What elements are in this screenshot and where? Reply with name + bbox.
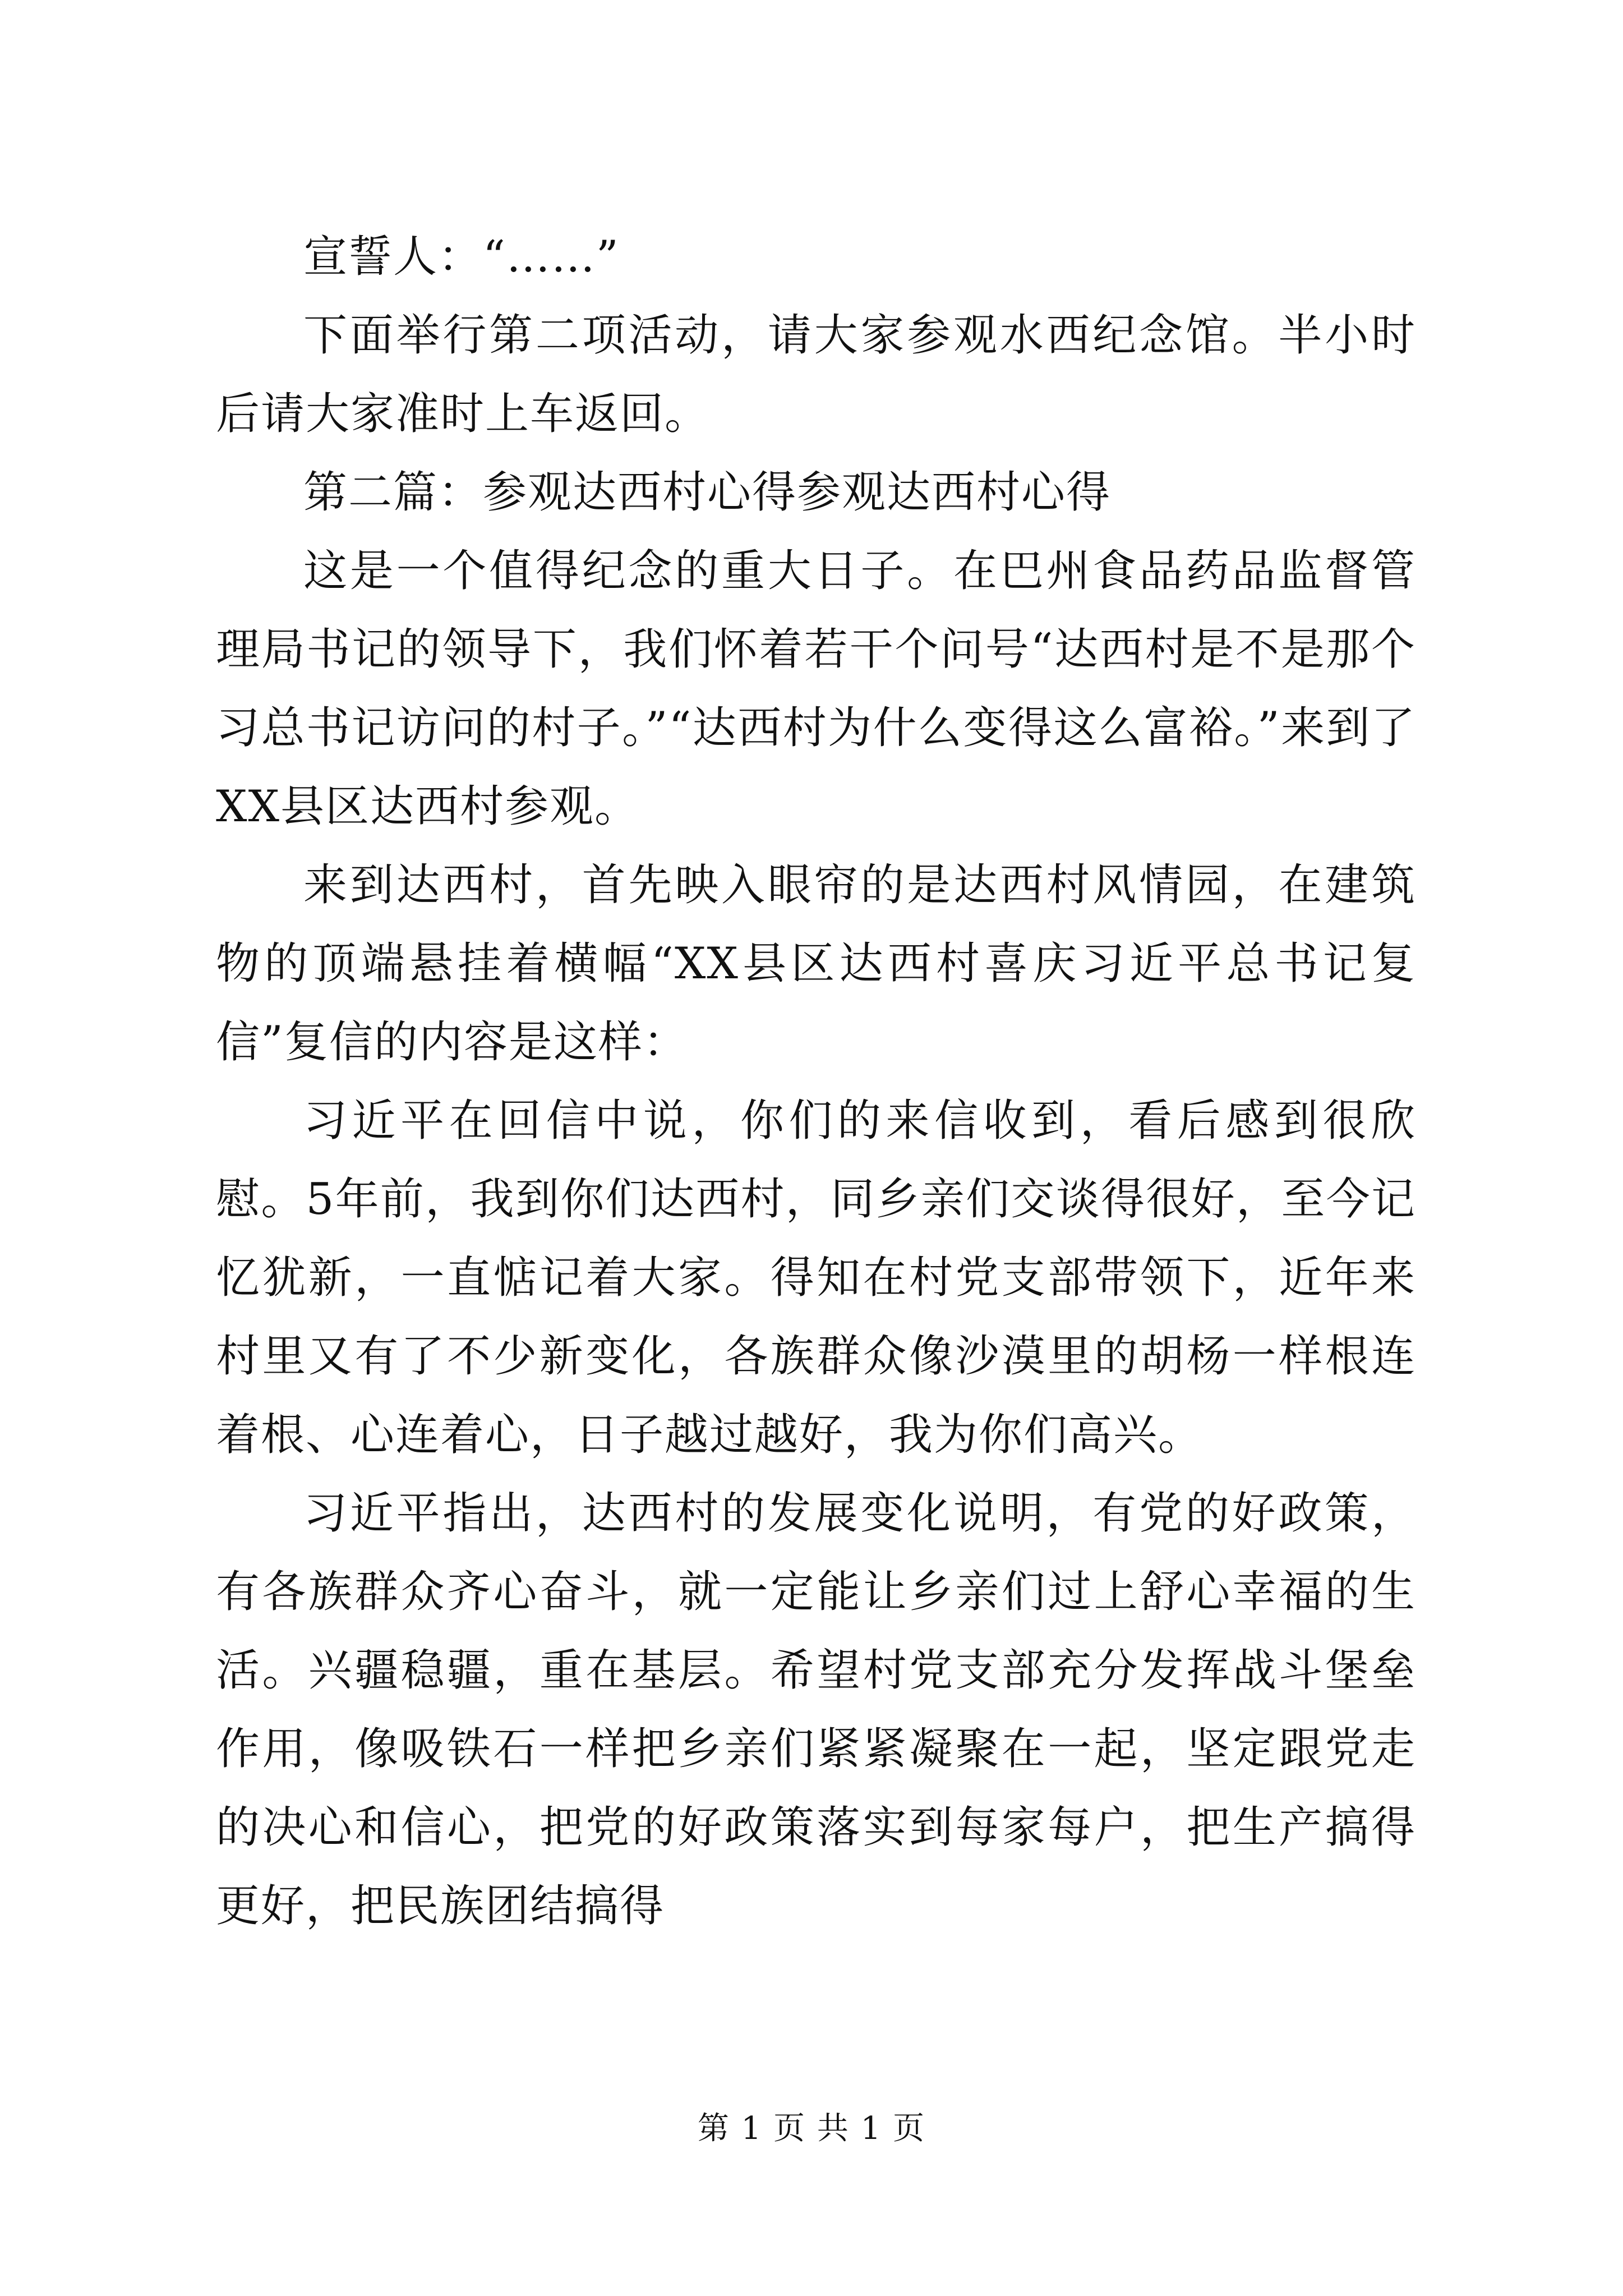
paragraph-arrival: 来到达西村，首先映入眼帘的是达西村风情园，在建筑物的顶端悬挂着横幅“XX县区达西村喜庆习近平总书记复信”复信的内容是这样：: [216, 860, 1416, 1068]
paragraph-second-activity: 下面举行第二项活动，请大家参观水西纪念馆。半小时后请大家准时上车返回。: [216, 310, 1416, 439]
paragraph-letter-content: 习近平在回信中说，你们的来信收到，看后感到很欣慰。5年前，我到你们达西村，同乡亲们交谈得很好，至今记忆犹新，一直惦记着大家。得知在村党支部带领下，近年来村里又有了不少新变化，各族群众像沙漠里的胡杨一样根连着根、心连着心，日子越过越好，我为你们高兴。: [216, 1096, 1416, 1460]
paragraph-intro: 这是一个值得纪念的重大日子。在巴州食品药品监督管理局书记的领导下，我们怀着若干个问号“达西村是不是那个习总书记访问的村子。”“达西村为什么变得这么富裕。”来到了XX县区达西村参观。: [216, 546, 1416, 832]
document-body: [216, 218, 1416, 1945]
page-footer: [0, 2109, 1623, 2148]
paragraph-oath: 宣誓人：“……”: [303, 232, 620, 282]
paragraph-instructions: 习近平指出，达西村的发展变化说明，有党的好政策，有各族群众齐心奋斗，就一定能让乡亲们过上舒心幸福的生活。兴疆稳疆，重在基层。希望村党支部充分发挥战斗堡垒作用，像吸铁石一样把乡亲们紧紧凝聚在一起，坚定跟党走的决心和信心，把党的好政策落实到每家每户，把生产搞得更好，把民族团结搞得: [216, 1488, 1416, 1931]
paragraph-section-heading: 第二篇：参观达西村心得参观达西村心得: [303, 467, 1112, 518]
page-number-label: 第 1 页 共 1 页: [697, 2110, 926, 2147]
